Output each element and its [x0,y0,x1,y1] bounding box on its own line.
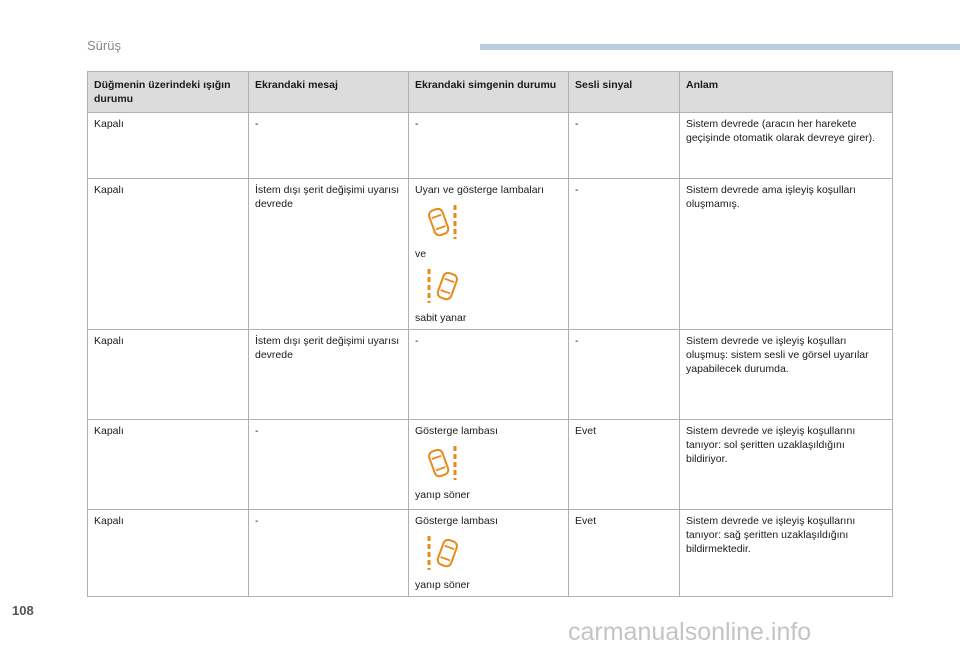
message-cell: İstem dışı şerit değişimi uyarısı devrede [249,330,409,420]
symbol-text: Gösterge lambası [415,515,498,527]
symbol-between: ve [415,248,427,260]
watermark: carmanualsonline.info [568,618,812,646]
symbol-after: yanıp söner [415,579,470,591]
meaning-cell: Sistem devrede ve işleyiş koşullarını tanıyor: sağ şeritten uzaklaşıldığını bildirmektedir. [680,510,893,597]
symbol-cell [409,179,569,330]
header-audible: Sesli sinyal [569,72,680,113]
meaning-cell: Sistem devrede ama işleyiş koşulları oluşmamış. [680,179,893,330]
lane-right-icon [423,444,463,482]
message-cell: - [249,510,409,597]
status-table [87,71,893,597]
table-row [88,179,893,330]
audible-cell: - [569,113,680,179]
audible-cell: Evet [569,420,680,510]
lane-left-icon [423,267,463,305]
audible-cell: - [569,330,680,420]
message-cell: - [249,113,409,179]
table-row [88,510,893,597]
table-header-row [88,72,893,113]
audible-cell: - [569,179,680,330]
symbol-cell: - [409,330,569,420]
button-light-cell: Kapalı [88,179,249,330]
section-title: Sürüş [87,38,121,53]
page-number: 108 [12,603,34,618]
table-row [88,420,893,510]
meaning-cell: Sistem devrede ve işleyiş koşullarını tanıyor: sol şeritten uzaklaşıldığını bildiriyor. [680,420,893,510]
message-cell: - [249,420,409,510]
header-meaning: Anlam [680,72,893,113]
symbol-after: yanıp söner [415,489,470,501]
header-message: Ekrandaki mesaj [249,72,409,113]
meaning-cell: Sistem devrede (aracın her harekete geçişinde otomatik olarak devreye girer). [680,113,893,179]
button-light-cell: Kapalı [88,330,249,420]
button-light-cell: Kapalı [88,510,249,597]
header-bar [480,44,960,50]
symbol-cell: - [409,113,569,179]
symbol-cell [409,510,569,597]
meaning-cell: Sistem devrede ve işleyiş koşulları oluşmuş: sistem sesli ve görsel uyarılar yapabilecek durumda. [680,330,893,420]
symbol-cell [409,420,569,510]
message-cell: İstem dışı şerit değişimi uyarısı devrede [249,179,409,330]
audible-cell: Evet [569,510,680,597]
lane-left-icon [423,534,463,572]
table-row [88,330,893,420]
lane-right-icon [423,203,463,241]
symbol-text: Uyarı ve gösterge lambaları [415,184,544,196]
header-button-light: Düğmenin üzerindeki ışığın durumu [88,72,249,113]
table-row [88,113,893,179]
button-light-cell: Kapalı [88,420,249,510]
button-light-cell: Kapalı [88,113,249,179]
header-symbol: Ekrandaki simgenin durumu [409,72,569,113]
symbol-after: sabit yanar [415,312,467,324]
symbol-text: Gösterge lambası [415,425,498,437]
